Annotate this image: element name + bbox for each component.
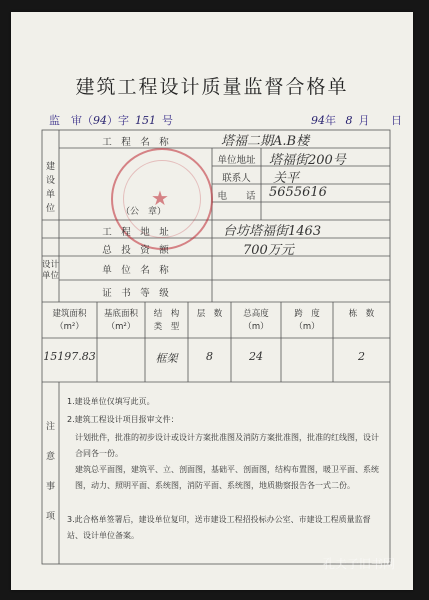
unit-address-label: 单位地址	[217, 155, 256, 166]
metric-value: 2	[358, 350, 365, 363]
investment-label: 总 投 资 额	[102, 245, 169, 256]
metric-header: 层 数	[196, 309, 223, 319]
project-address-label: 工 程 地 址	[102, 227, 169, 238]
investment-value: 700万元	[243, 243, 294, 258]
project-name-label: 工 程 名 称	[102, 137, 169, 148]
contact-label: 联系人	[222, 173, 251, 184]
cert-level-label: 证 书 等 级	[102, 288, 169, 299]
note-item: 3.此合格单签署后，建设单位复印，送市建设工程招投标办公室、市建设工程质量监督站、设计单位备案。	[67, 515, 371, 540]
contact-value: 关平	[273, 171, 300, 186]
audit-serial: 151	[135, 114, 156, 127]
metric-header: 建筑面积 （m²）	[52, 309, 87, 332]
date-month-label: 月	[358, 114, 370, 127]
date-month: 8	[345, 114, 353, 127]
star-icon: ★	[151, 186, 169, 210]
unit-address-value: 塔福街200号	[269, 153, 346, 168]
metric-value: 框架	[155, 352, 178, 365]
audit-mid: ）字	[107, 114, 129, 127]
note-item: 计划批件，批准的初步设计或设计方案批准图及消防方案批准图，批准的红线图，设计合同各一份。	[75, 433, 379, 458]
audit-prefix: 监 审（	[49, 114, 93, 127]
form-sheet	[11, 12, 413, 590]
form-grid	[11, 12, 413, 590]
metric-value: 8	[206, 350, 213, 363]
date-day-label: 日	[391, 114, 402, 127]
audit-year-code: 94	[93, 114, 107, 127]
note-item: 2.建筑工程设计项目报审文件：	[67, 415, 179, 424]
design-unit-side-label: 设计单位	[42, 260, 60, 281]
metric-header: 结 构 类 型	[153, 309, 180, 332]
watermark: 孔夫子旧书网	[322, 557, 395, 571]
phone-label: 电 话	[217, 191, 256, 202]
metric-header: 基底面积 （m²）	[103, 309, 138, 332]
project-name-value: 塔福二期A.B楼	[221, 134, 310, 149]
date-year: 94	[311, 114, 325, 127]
metric-value: 15197.83	[43, 350, 96, 363]
phone-value: 5655616	[269, 185, 327, 200]
project-address-value: 台坊塔福街1463	[223, 224, 322, 239]
page-title: 建筑工程设计质量监督合格单	[75, 76, 349, 98]
metric-value: 24	[249, 350, 263, 363]
seal-label: （公 章）	[121, 207, 167, 217]
note-item: 建筑总平面图，建筑平、立、剖面图，基础平、剖面图，结构布置图，暖卫平面、系统图，动力、照明平面、系统图，消防平面、系统图，地质勘察报告各一式二份。	[75, 465, 379, 490]
metric-header: 栋 数	[348, 309, 375, 319]
design-unit-name-label: 单 位 名 称	[102, 265, 169, 276]
notes-side-label: 注意事项	[45, 422, 55, 522]
date-year-label: 年	[325, 114, 336, 127]
audit-suffix: 号	[162, 114, 173, 127]
build-unit-side-label: 建设单位	[45, 162, 55, 214]
metric-header: 总高度 （m）	[243, 309, 269, 332]
metric-header: 跨 度 （m）	[294, 309, 320, 332]
note-item: 1.建设单位仅填写此页。	[67, 397, 155, 406]
